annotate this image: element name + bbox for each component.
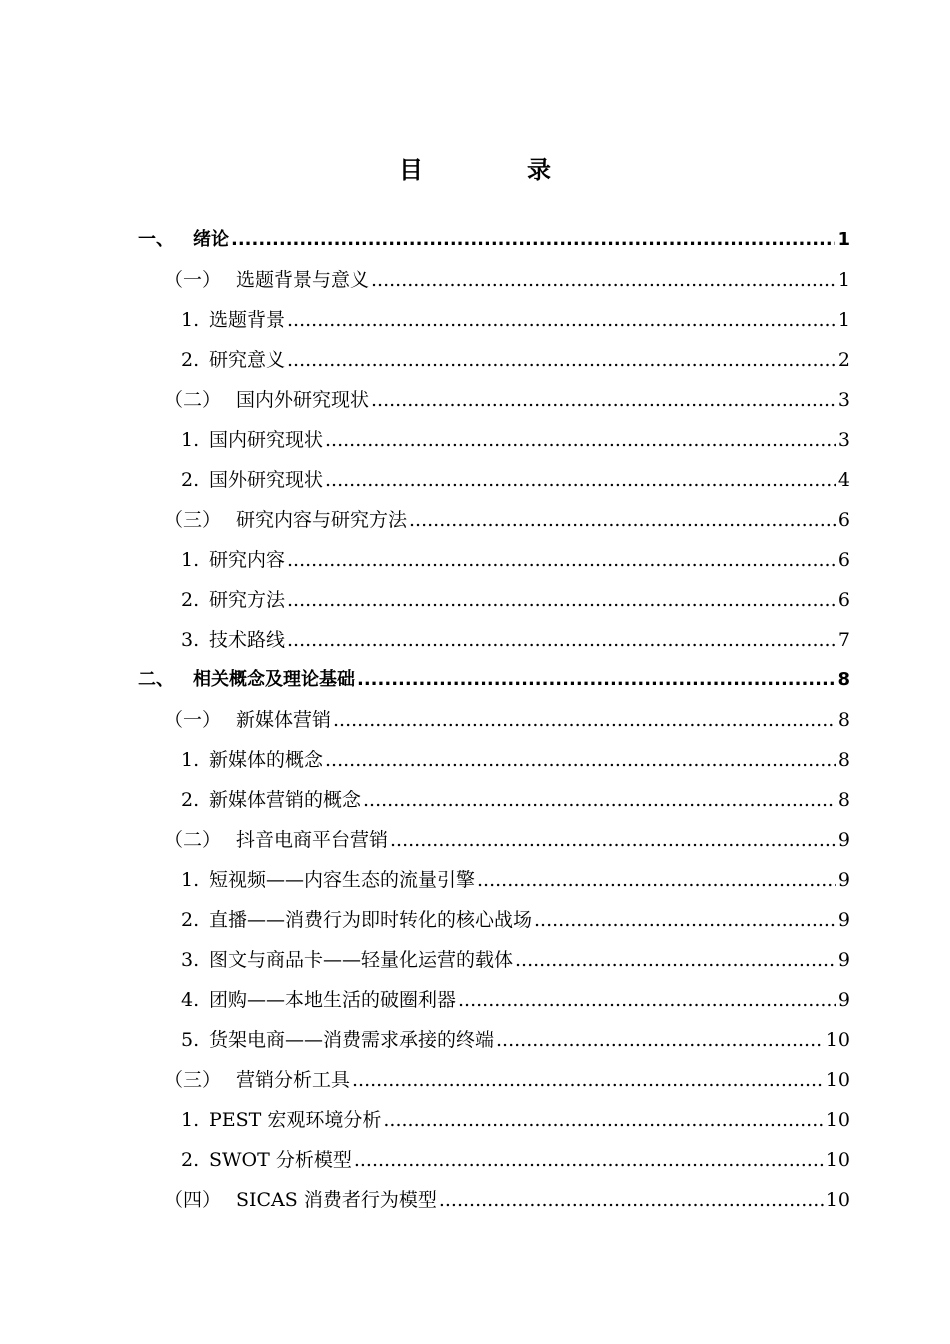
toc-entry[interactable] (138, 340, 850, 380)
toc-entry[interactable] (138, 420, 850, 460)
toc-leader-dots (515, 940, 836, 980)
toc-leader-dots (287, 540, 836, 580)
toc-entry-number: 3. (181, 949, 200, 971)
toc-entry-number: 5. (181, 1029, 200, 1051)
toc-leader-dots (458, 980, 836, 1020)
toc-entry-number: 2. (181, 1149, 200, 1171)
toc-entry-number: 一、 (138, 229, 174, 250)
toc-entry-number: 二、 (138, 669, 174, 690)
toc-entry-number: 2. (181, 589, 200, 611)
toc-entry-page: 6 (837, 589, 850, 611)
toc-entry-number: 2. (181, 789, 200, 811)
toc-entry[interactable] (138, 260, 850, 300)
toc-entry[interactable] (138, 1060, 850, 1100)
toc-entry-page: 6 (837, 509, 850, 531)
toc-entry[interactable] (138, 500, 850, 540)
toc-entry-page: 6 (837, 549, 850, 571)
toc-entry[interactable] (138, 700, 850, 740)
toc-entry-number: 1. (181, 1109, 200, 1131)
toc-entry-number: 1. (181, 749, 200, 771)
toc-entry-label: 抖音电商平台营销 (236, 829, 389, 851)
toc-entry-label: 研究内容与研究方法 (236, 509, 408, 531)
toc-leader-dots (390, 820, 836, 860)
toc-entry-page: 1 (837, 229, 850, 250)
toc-entry-page: 8 (837, 789, 850, 811)
toc-entry-page: 3 (837, 389, 850, 411)
toc-entry[interactable] (138, 780, 850, 820)
toc-entry-label: SWOT 分析模型 (209, 1149, 352, 1171)
toc-leader-dots (409, 500, 836, 540)
toc-entry-number: 2. (181, 469, 200, 491)
toc-entry-number: （一） (164, 269, 222, 291)
toc-entry-number: 1. (181, 429, 200, 451)
table-of-contents (138, 220, 850, 1220)
toc-entry-number: 1. (181, 549, 200, 571)
toc-entry-number: （三） (164, 1069, 222, 1091)
toc-entry-label: 货架电商——消费需求承接的终端 (209, 1029, 495, 1051)
toc-leader-dots (371, 260, 836, 300)
toc-entry-label: 相关概念及理论基础 (193, 669, 355, 690)
toc-entry[interactable] (138, 1180, 850, 1220)
toc-leader-dots (439, 1180, 824, 1220)
toc-entry-number: 4. (181, 989, 200, 1011)
toc-leader-dots (287, 300, 836, 340)
toc-entry-label: SICAS 消费者行为模型 (236, 1189, 437, 1211)
toc-entry[interactable] (138, 860, 850, 900)
toc-entry-page: 3 (837, 429, 850, 451)
toc-entry-page: 10 (825, 1189, 850, 1211)
toc-entry-label: PEST 宏观环境分析 (209, 1109, 382, 1131)
toc-entry[interactable] (138, 900, 850, 940)
toc-entry-page: 9 (837, 989, 850, 1011)
toc-leader-dots (287, 340, 836, 380)
toc-entry-page: 1 (837, 269, 850, 291)
toc-entry-page: 4 (837, 469, 850, 491)
toc-entry-number: 1. (181, 869, 200, 891)
toc-entry-page: 9 (837, 949, 850, 971)
toc-entry-page: 10 (825, 1029, 850, 1051)
toc-leader-dots (287, 580, 836, 620)
toc-entry-label: 团购——本地生活的破圈利器 (209, 989, 457, 1011)
toc-leader-dots (325, 740, 836, 780)
toc-entry-label: 国内研究现状 (209, 429, 324, 451)
toc-entry-page: 10 (825, 1149, 850, 1171)
toc-leader-dots (325, 460, 836, 500)
toc-leader-dots (325, 420, 836, 460)
toc-entry-label: 新媒体的概念 (209, 749, 324, 771)
toc-entry-label: 绪论 (193, 229, 229, 250)
toc-entry-page: 9 (837, 909, 850, 931)
toc-entry-page: 7 (837, 629, 850, 651)
toc-leader-dots (383, 1100, 823, 1140)
toc-entry[interactable] (138, 820, 850, 860)
toc-entry-number: 2. (181, 909, 200, 931)
toc-entry-label: 直播——消费行为即时转化的核心战场 (209, 909, 533, 931)
toc-entry-label: 研究方法 (209, 589, 286, 611)
toc-leader-dots (496, 1020, 824, 1060)
toc-entry-page: 9 (837, 869, 850, 891)
toc-entry-label: 新媒体营销 (236, 709, 332, 731)
toc-entry[interactable] (138, 620, 850, 660)
toc-entry-label: 国外研究现状 (209, 469, 324, 491)
toc-entry[interactable] (138, 460, 850, 500)
toc-entry-page: 10 (825, 1109, 850, 1131)
toc-entry-label: 技术路线 (209, 629, 286, 651)
toc-leader-dots (333, 700, 836, 740)
toc-entry[interactable] (138, 540, 850, 580)
toc-entry-page: 10 (825, 1069, 850, 1091)
toc-entry-label: 国内外研究现状 (236, 389, 370, 411)
toc-entry[interactable] (138, 1020, 850, 1060)
toc-entry-page: 8 (837, 709, 850, 731)
toc-entry[interactable] (138, 1140, 850, 1180)
page-title: 目 录 (399, 155, 591, 184)
toc-entry[interactable] (138, 380, 850, 420)
toc-entry[interactable] (138, 660, 850, 700)
toc-entry-label: 研究意义 (209, 349, 286, 371)
toc-entry-page: 8 (837, 669, 850, 690)
toc-entry-number: 1. (181, 309, 200, 331)
toc-leader-dots (534, 900, 836, 940)
toc-entry-page: 2 (837, 349, 850, 371)
toc-entry[interactable] (138, 300, 850, 340)
toc-entry[interactable] (138, 740, 850, 780)
toc-leader-dots (352, 1060, 824, 1100)
toc-leader-dots (371, 380, 836, 420)
toc-leader-dots (357, 660, 835, 700)
toc-entry-label: 营销分析工具 (236, 1069, 351, 1091)
toc-entry-label: 短视频——内容生态的流量引擎 (209, 869, 476, 891)
toc-entry-number: （二） (164, 829, 222, 851)
toc-entry-label: 选题背景与意义 (236, 269, 370, 291)
toc-leader-dots (287, 620, 836, 660)
toc-leader-dots (363, 780, 836, 820)
toc-entry-label: 选题背景 (209, 309, 286, 331)
toc-entry[interactable] (138, 220, 850, 260)
toc-leader-dots (231, 220, 835, 260)
toc-entry-page: 1 (837, 309, 850, 331)
toc-entry-label: 研究内容 (209, 549, 286, 571)
toc-leader-dots (354, 1140, 824, 1180)
toc-entry-page: 9 (837, 829, 850, 851)
toc-leader-dots (477, 860, 836, 900)
toc-entry-number: （三） (164, 509, 222, 531)
toc-entry-number: （一） (164, 709, 222, 731)
toc-entry-number: （四） (164, 1189, 222, 1211)
toc-entry-label: 新媒体营销的概念 (209, 789, 362, 811)
toc-entry-number: （二） (164, 389, 222, 411)
toc-entry-page: 8 (837, 749, 850, 771)
toc-entry-number: 2. (181, 349, 200, 371)
toc-entry[interactable] (138, 580, 850, 620)
toc-entry[interactable] (138, 1100, 850, 1140)
toc-entry[interactable] (138, 940, 850, 980)
toc-entry-label: 图文与商品卡——轻量化运营的载体 (209, 949, 514, 971)
toc-entry-number: 3. (181, 629, 200, 651)
toc-entry[interactable] (138, 980, 850, 1020)
